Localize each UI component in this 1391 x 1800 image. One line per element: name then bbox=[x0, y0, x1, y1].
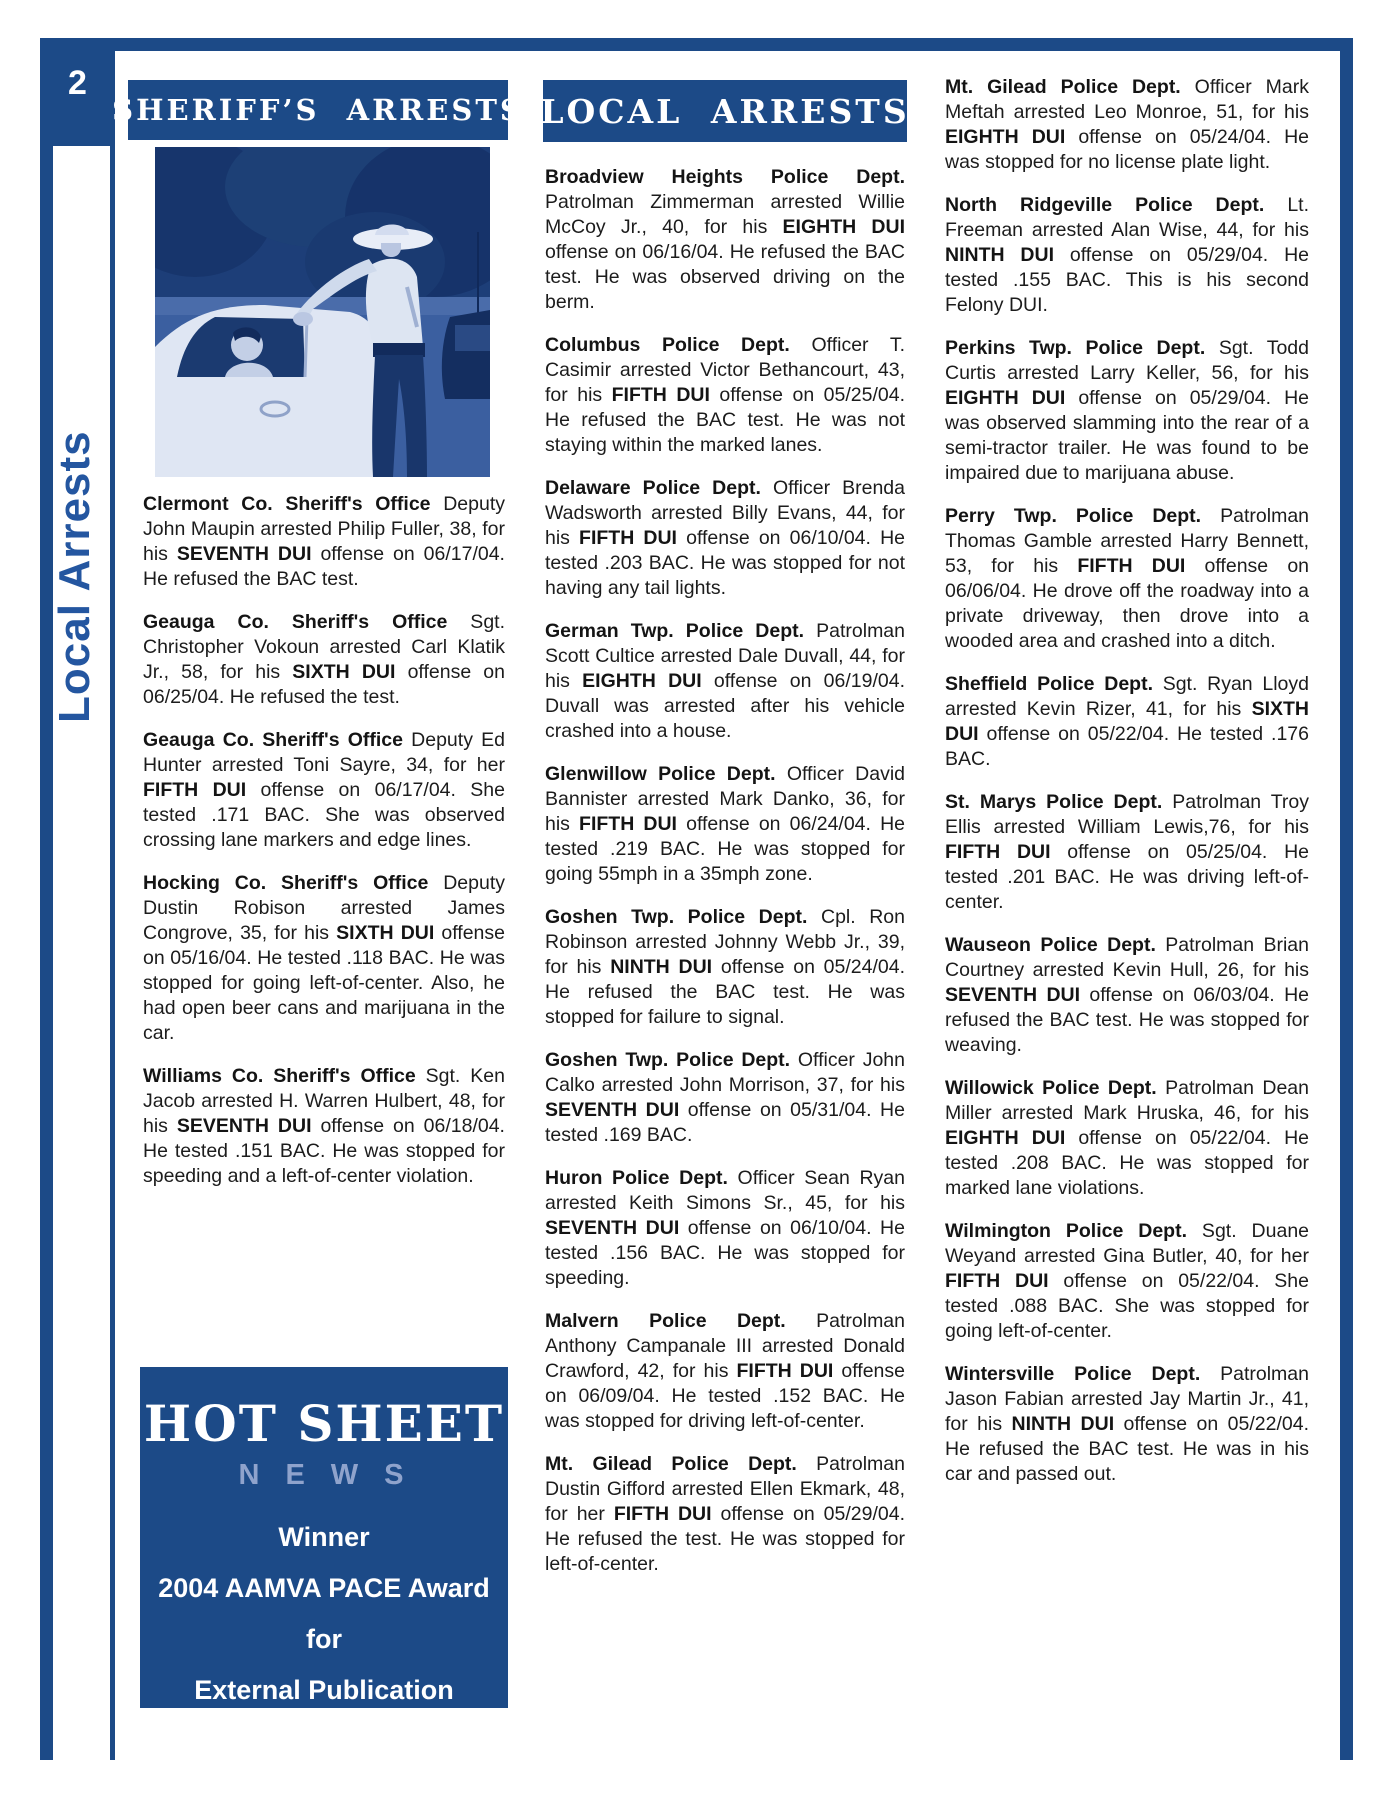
arrest-entry: Willowick Police Dept. Patrolman Dean Miller arrested Mark Hruska, 46, for his EIGHTH DUI offense on 05/22/04. He tested .208 BAC. He was stopped for marked lane violations. bbox=[945, 1077, 1309, 1199]
traffic-stop-illustration bbox=[155, 147, 490, 477]
page-number: 2 bbox=[68, 64, 87, 102]
arrest-entry: Glenwillow Police Dept. Officer David Bannister arrested Mark Danko, 36, for his FIFTH DUI offense on 06/24/04. He tested .219 BAC. He was stopped for going 55mph in a 35mph zone. bbox=[545, 763, 906, 885]
arrest-entry: Hocking Co. Sheriff's Office Deputy Dustin Robison arrested James Congrove, 35, for his SIXTH DUI offense on 05/16/04. He tested .118 BAC. He was stopped for going left-of-center. Also, he had open beer cans and marijuana in the car. bbox=[143, 872, 506, 1044]
arrest-entry: Mt. Gilead Police Dept. Patrolman Dustin Gifford arrested Ellen Ekmark, 48, for her FIFTH DUI offense on 05/29/04. He refused the test. He was stopped for left-of-center. bbox=[545, 1453, 905, 1575]
arrest-entry: Malvern Police Dept. Patrolman Anthony Campanale III arrested Donald Crawford, 42, for his FIFTH DUI offense on 06/09/04. He tested .152 BAC. He was stopped for driving left-of-center. bbox=[545, 1310, 905, 1432]
local-arrests-column-1 bbox=[545, 165, 905, 1595]
local-arrests-column-2 bbox=[945, 75, 1309, 1505]
arrest-entry: St. Marys Police Dept. Patrolman Troy Ellis arrested William Lewis,76, for his FIFTH DUI offense on 05/25/04. He tested .201 BAC. He was driving left-of-center. bbox=[945, 791, 1309, 913]
traffic-stop-photo bbox=[155, 147, 490, 477]
award-text-lines bbox=[140, 1524, 508, 1704]
arrest-entry: North Ridgeville Police Dept. Lt. Freeman arrested Alan Wise, 44, for his NINTH DUI offense on 05/29/04. He tested .155 BAC. This is his second Felony DUI. bbox=[945, 194, 1309, 316]
arrest-entry: Perkins Twp. Police Dept. Sgt. Todd Curtis arrested Larry Keller, 56, for his EIGHTH DUI offense on 05/29/04. He was observed slamming into the rear of a semi-tractor trailer. He was found to be impaired due to marijuana abuse. bbox=[945, 337, 1309, 484]
award-line: for bbox=[306, 1624, 342, 1654]
right-border-bar bbox=[1340, 38, 1353, 1760]
arrest-entry: Williams Co. Sheriff's Office Sgt. Ken Jacob arrested H. Warren Hulbert, 48, for his SEVENTH DUI offense on 06/18/04. He tested .151 BAC. He was stopped for speeding and a left-of-center violation. bbox=[143, 1065, 505, 1187]
arrest-entry: Wilmington Police Dept. Sgt. Duane Weyand arrested Gina Butler, 40, for her FIFTH DUI offense on 05/22/04. She tested .088 BAC. She was stopped for going left-of-center. bbox=[945, 1220, 1310, 1342]
sheriff-arrests-column bbox=[143, 492, 505, 1207]
arrest-entry: Broadview Heights Police Dept. Patrolman Zimmerman arrested Willie McCoy Jr., 40, for his EIGHTH DUI offense on 06/16/04. He refused the BAC test. He was observed driving on the berm. bbox=[545, 166, 905, 313]
arrest-entry: Goshen Twp. Police Dept. Cpl. Ron Robinson arrested Johnny Webb Jr., 39, for his NINTH DUI offense on 05/24/04. He refused the BAC test. He was stopped for failure to signal. bbox=[545, 906, 905, 1028]
arrest-entry: Huron Police Dept. Officer Sean Ryan arrested Keith Simons Sr., 45, for his SEVENTH DUI offense on 06/10/04. He tested .156 BAC. He was stopped for speeding. bbox=[545, 1167, 905, 1289]
arrest-entry: Mt. Gilead Police Dept. Officer Mark Meftah arrested Leo Monroe, 51, for his EIGHTH DUI offense on 05/24/04. He was stopped for no license plate light. bbox=[945, 76, 1309, 173]
arrest-entry: Perry Twp. Police Dept. Patrolman Thomas Gamble arrested Harry Bennett, 53, for his FIFTH DUI offense on 06/06/04. He drove off the roadway into a private driveway, then drove into a wooded area and crashed into a ditch. bbox=[945, 505, 1310, 652]
arrest-entry: Geauga Co. Sheriff's Office Deputy Ed Hunter arrested Toni Sayre, 34, for her FIFTH DUI offense on 06/17/04. She tested .171 BAC. She was observed crossing lane markers and edge lines. bbox=[143, 729, 505, 851]
award-line: Winner bbox=[278, 1522, 370, 1552]
local-arrests-title: LOCAL ARRESTS bbox=[540, 91, 910, 131]
arrest-entry: German Twp. Police Dept. Patrolman Scott Cultice arrested Dale Duvall, 44, for his EIGHTH DUI offense on 06/19/04. Duvall was arrested after his vehicle crashed into a house. bbox=[545, 620, 906, 742]
sheriffs-arrests-title: SHERIFF’S ARRESTS bbox=[112, 93, 524, 127]
arrest-entry: Wintersville Police Dept. Patrolman Jason Fabian arrested Jay Martin Jr., 41, for his NINTH DUI offense on 05/22/04. He refused the BAC test. He was in his car and passed out. bbox=[945, 1363, 1309, 1485]
hot-sheet-logo: HOT SHEET bbox=[143, 1394, 505, 1453]
arrest-entry: Wauseon Police Dept. Patrolman Brian Courtney arrested Kevin Hull, 26, for his SEVENTH DUI offense on 06/03/04. He refused the BAC test. He was stopped for weaving. bbox=[945, 934, 1309, 1056]
arrest-entry: Delaware Police Dept. Officer Brenda Wadsworth arrested Billy Evans, 44, for his FIFTH DUI offense on 06/10/04. He tested .203 BAC. He was stopped for not having any tail lights. bbox=[545, 477, 905, 599]
arrest-entry: Goshen Twp. Police Dept. Officer John Calko arrested John Morrison, 37, for his SEVENTH DUI offense on 05/31/04. He tested .169 BAC. bbox=[545, 1049, 905, 1146]
arrest-entry: Columbus Police Dept. Officer T. Casimir arrested Victor Bethancourt, 43, for his FIFTH DUI offense on 05/25/04. He refused the BAC test. He was not staying within the marked lanes. bbox=[545, 334, 905, 456]
left-border-bar bbox=[40, 38, 53, 1760]
sheriffs-arrests-header bbox=[112, 80, 524, 140]
top-border-bar bbox=[40, 38, 1353, 51]
award-line: 2004 AAMVA PACE Award bbox=[158, 1573, 490, 1603]
sidebar-vertical-label: Local Arrests bbox=[50, 430, 99, 723]
arrest-entry: Geauga Co. Sheriff's Office Sgt. Christopher Vokoun arrested Carl Klatik Jr., 58, for his SIXTH DUI offense on 06/25/04. He refused the test. bbox=[143, 611, 505, 708]
hot-sheet-news-label: NEWS bbox=[238, 1459, 430, 1491]
page-number-block bbox=[40, 38, 115, 146]
arrest-entry: Clermont Co. Sheriff's Office Deputy John Maupin arrested Philip Fuller, 38, for his SEVENTH DUI offense on 06/17/04. He refused the BAC test. bbox=[143, 493, 505, 590]
local-arrests-header bbox=[540, 80, 910, 142]
hot-sheet-award-box bbox=[140, 1367, 508, 1708]
arrest-entry: Sheffield Police Dept. Sgt. Ryan Lloyd arrested Kevin Rizer, 41, for his SIXTH DUI offense on 05/22/04. He tested .176 BAC. bbox=[945, 673, 1309, 770]
award-line: External Publication bbox=[194, 1675, 454, 1705]
